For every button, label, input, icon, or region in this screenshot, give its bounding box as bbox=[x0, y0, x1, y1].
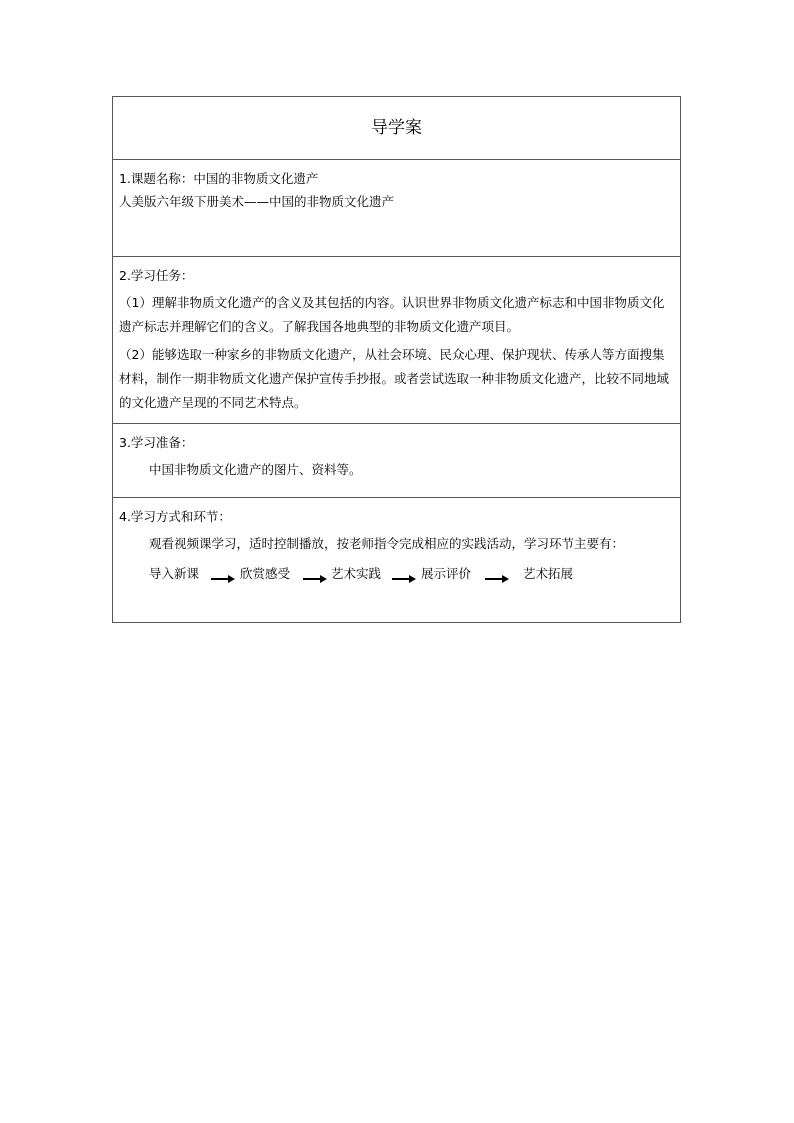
document-title: 导学案 bbox=[371, 118, 422, 138]
topic-textbook-line: 人美版六年级下册美术——中国的非物质文化遗产 bbox=[119, 194, 395, 209]
step-4: 展示评价 bbox=[421, 566, 472, 581]
arrow-icon bbox=[392, 575, 416, 583]
step-3: 艺术实践 bbox=[331, 566, 382, 581]
study-guide-table bbox=[112, 96, 681, 623]
section-preparation-row bbox=[113, 424, 681, 498]
title-row bbox=[113, 97, 681, 160]
section-preparation bbox=[113, 424, 681, 498]
section-topic-row bbox=[113, 160, 681, 257]
preparation-heading: 3.学习准备： bbox=[119, 435, 194, 450]
title-cell bbox=[113, 97, 681, 160]
section-tasks bbox=[113, 257, 681, 424]
arrow-icon bbox=[485, 575, 509, 583]
learning-steps-flow bbox=[113, 562, 680, 598]
task-item-2: （2）能够选取一种家乡的非物质文化遗产，从社会环境、民众心理、保护现状、传承人等方面搜集材料，制作一期非物质文化遗产保护宣传手抄报。或者尝试选取一种非物质文化遗产，比较不同地域的文化遗产呈现的不同艺术特点。 bbox=[119, 347, 670, 410]
method-paragraph bbox=[113, 532, 680, 556]
method-heading: 4.学习方式和环节： bbox=[119, 509, 231, 524]
task-item-1: （1）理解非物质文化遗产的含义及其包括的内容。认识世界非物质文化遗产标志和中国非物质文化遗产标志并理解它们的含义。了解我国各地典型的非物质文化遗产项目。 bbox=[119, 295, 665, 334]
method-paragraph-text: 观看视频课学习，适时控制播放，按老师指令完成相应的实践活动，学习环节主要有： bbox=[149, 536, 625, 551]
step-2: 欣赏感受 bbox=[240, 566, 291, 581]
step-5: 艺术拓展 bbox=[523, 566, 574, 581]
topic-heading: 1.课题名称：中国的非物质文化遗产 bbox=[119, 171, 319, 186]
section-topic bbox=[113, 160, 681, 257]
section-tasks-row bbox=[113, 257, 681, 424]
arrow-icon bbox=[211, 575, 235, 583]
arrow-icon bbox=[303, 575, 327, 583]
section-method bbox=[113, 498, 681, 623]
preparation-line: 中国非物质文化遗产的图片、资料等。 bbox=[149, 462, 362, 477]
tasks-heading: 2.学习任务： bbox=[119, 268, 194, 283]
section-method-row bbox=[113, 498, 681, 623]
step-1: 导入新课 bbox=[149, 566, 200, 581]
